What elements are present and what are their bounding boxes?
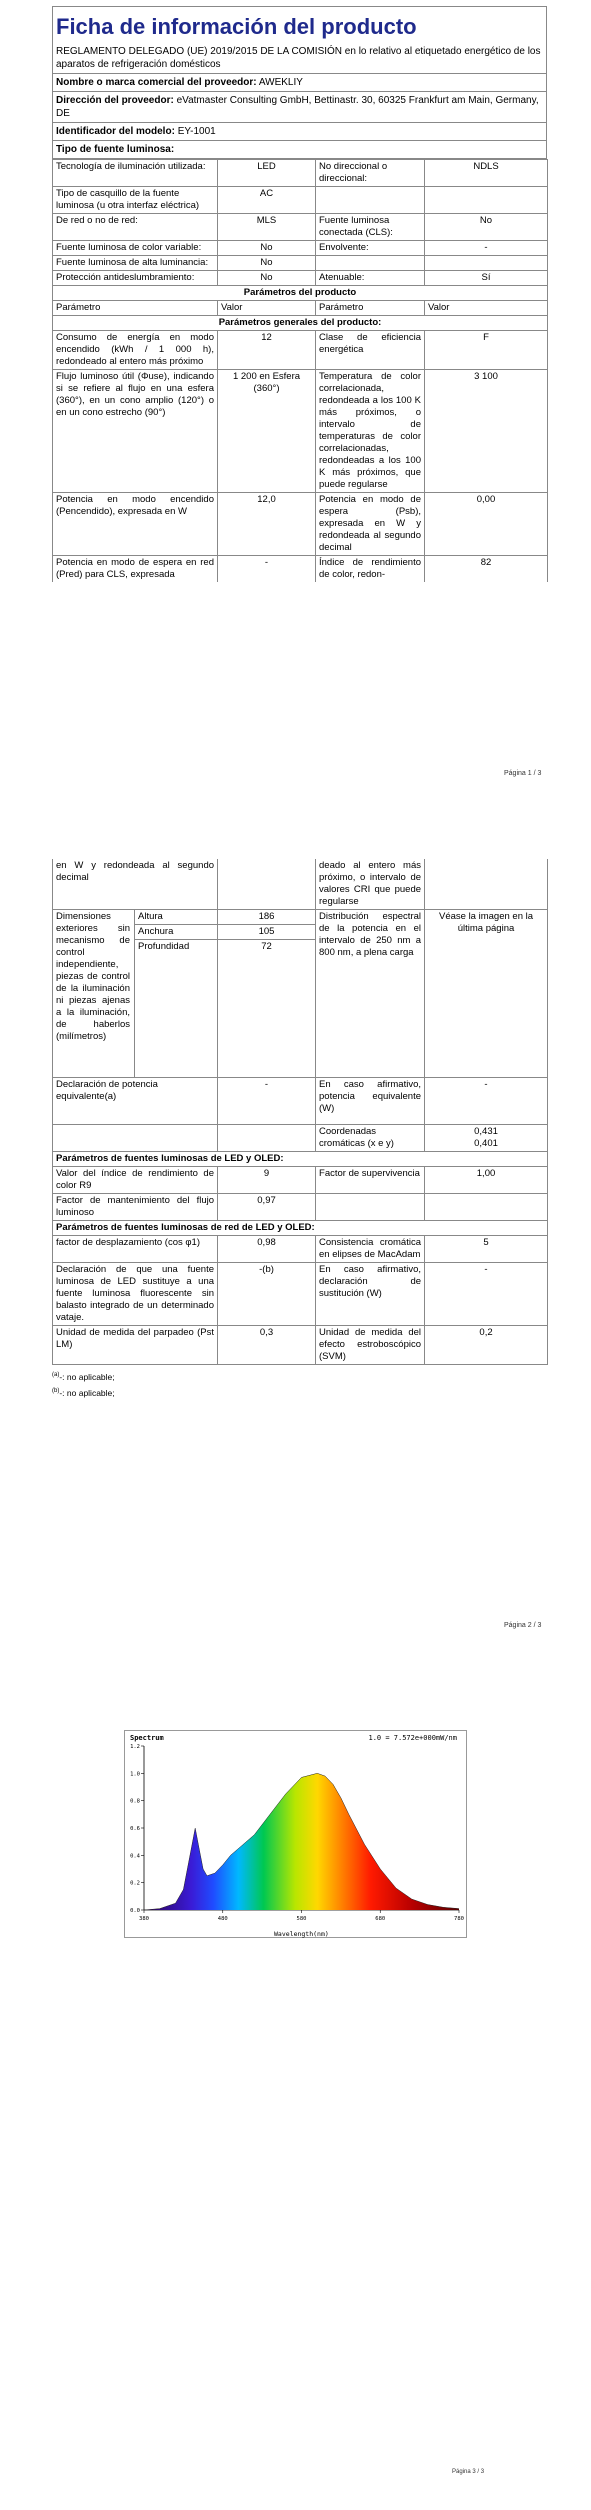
table-row: Unidad de medida del parpadeo (Pst LM) 0,3 Unidad de medida del efecto estroboscópico (SVM) 0,2 [53, 1326, 548, 1365]
chart-title: Spectrum [130, 1734, 164, 1742]
section-mains-params: Parámetros de fuentes luminosas de red de LED y OLED: [53, 1221, 548, 1236]
chart-scale-note: 1.0 = 7.572e+000mW/nm [368, 1734, 457, 1742]
page-3 [52, 1730, 547, 1938]
x-tick-label: 580 [296, 1916, 307, 1922]
model-label: Identificador del modelo: [56, 126, 175, 137]
x-tick-label: 380 [139, 1916, 149, 1922]
table-row: Fuente luminosa de color variable: No Envolvente: - [53, 241, 548, 256]
spd-label: Distribución espectral de la potencia en el intervalo de 250 nm a 800 nm, a plena carga [316, 910, 425, 1078]
table-row: Potencia en modo encendido (Pencendido), expresada en W 12,0 Potencia en modo de espera (Psb), expresada en W y redondeada al segundo decimal 0,00 [53, 493, 548, 556]
footnote-b: $^{(b)}$-: no aplicable; [52, 1387, 115, 1398]
section-product-params: Parámetros del producto [53, 286, 548, 301]
spectrum-svg [124, 1730, 467, 1938]
footnotes [52, 1367, 547, 1398]
section-general-params: Parámetros generales del producto: [53, 316, 548, 331]
page-number-2: Página 2 / 3 [504, 1622, 542, 1629]
table-row: Coordenadas cromáticas (x e y) 0,431 0,401 [53, 1125, 548, 1152]
dimensions-row: Dimensiones exteriores sin mecanismo de control independiente, piezas de control de la iluminación ni piezas ajenas a la iluminación, de haberlos (milímetros) Altura 186 Distribución espectral de la potencia en el intervalo de 250 nm a 800 nm, a plena carga Véase la imagen en la última página [53, 910, 548, 925]
source-type-header: Tipo de fuente luminosa: [52, 141, 547, 159]
table-row: Declaración de potencia equivalente(a) - En caso afirmativo, potencia equivalente (W) - [53, 1078, 548, 1125]
spec-table-page2 [52, 859, 548, 1365]
regulation-text: REGLAMENTO DELEGADO (UE) 2019/2015 DE LA COMISIÓN en lo relativo al etiquetado energético de los aparatos de refrigeración domésticos [52, 43, 547, 74]
supplier-name-label: Nombre o marca comercial del proveedor: [56, 77, 257, 88]
model-value: EY-1001 [177, 126, 216, 137]
spectrum-chart [124, 1730, 467, 1938]
table-row: Factor de mantenimiento del flujo luminoso 0,97 [53, 1194, 548, 1221]
y-tick-label: 0.8 [130, 1798, 140, 1805]
dimensions-row: Anchura 105 [53, 925, 548, 940]
y-tick-label: 0.2 [130, 1880, 140, 1887]
y-tick-label: 1.0 [130, 1771, 140, 1778]
dimensions-row: Profundidad 72 [53, 940, 548, 1078]
chart-x-label: Wavelength(nm) [274, 1930, 329, 1938]
supplier-address-row [52, 92, 547, 123]
table-row: Protección antideslumbramiento: No Atenuable: Sí [53, 271, 548, 286]
supplier-name-value: AWEKLIY [258, 77, 303, 88]
y-tick-label: 0.6 [130, 1826, 140, 1832]
y-tick-label: 0.4 [130, 1853, 140, 1860]
table-row: Tipo de casquillo de la fuente luminosa (u otra interfaz eléctrica) AC [53, 187, 548, 214]
table-row-split-bottom: en W y redondeada al segundo decimal deado al entero más próximo, o intervalo de valores CRI que puede regularse [53, 859, 548, 910]
table-row: Consumo de energía en modo encendido (kWh / 1 000 h), redondeado al entero más próximo 12 Clase de eficiencia energética F [53, 331, 548, 370]
page-1 [52, 6, 547, 582]
supplier-address-label: Dirección del proveedor: [56, 95, 174, 106]
page-number-3: Página 3 / 3 [452, 2469, 485, 2475]
table-row: Fuente luminosa de alta luminancia: No [53, 256, 548, 271]
x-tick-label: 480 [217, 1916, 228, 1922]
spec-table-page1 [52, 159, 548, 582]
table-row: Flujo luminoso útil (Φuse), indicando si se refiere al flujo en una esfera (360°), en un cono amplio (120°) o en un cono estrecho (90°) 1 200 en Esfera (360°) Temperatura de color correlacionada, redondeada a los 100 K más próximos, o intervalo de temperaturas de color correlacionadas, redondeadas a los 100 K más próximos, que puede regularse 3 100 [53, 370, 548, 493]
table-header-row: Parámetro Valor Parámetro Valor [53, 301, 548, 316]
y-tick-label: 0.0 [130, 1908, 140, 1914]
table-row: Valor del índice de rendimiento de color R9 9 Factor de supervivencia 1,00 [53, 1167, 548, 1194]
footnote-a: $^{(a)}$-: no aplicable; [52, 1371, 115, 1382]
dimensions-label: Dimensiones exteriores sin mecanismo de control independiente, piezas de control de la iluminación ni piezas ajenas a la iluminación, de haberlos (milímetros) [53, 910, 135, 1078]
section-led-params: Parámetros de fuentes luminosas de LED y OLED: [53, 1152, 548, 1167]
page-2 [52, 859, 547, 1398]
table-row-split-top: Potencia en modo de espera en red (Pred) para CLS, expresada - Índice de rendimiento de color, redon- 82 [53, 556, 548, 583]
supplier-name-row [52, 74, 547, 92]
supplier-address-value: eVatmaster Consulting GmbH, Bettinastr. 30, 60325 Frankfurt am Main, Germany, DE [56, 95, 539, 119]
document-title: Ficha de información del producto [52, 6, 547, 43]
spd-value: Véase la imagen en la última página [425, 910, 548, 1078]
page-number-1: Página 1 / 3 [504, 770, 542, 777]
table-row: De red o no de red: MLS Fuente luminosa conectada (CLS): No [53, 214, 548, 241]
x-tick-label: 680 [375, 1916, 386, 1922]
y-tick-label: 1.2 [130, 1744, 140, 1750]
table-row: Declaración de que una fuente luminosa de LED sustituye a una fuente luminosa fluorescente sin balasto integrado de un determinado vataje. -(b) En caso afirmativo, declaración de sustitución (W) - [53, 1263, 548, 1326]
x-tick-label: 780 [454, 1916, 464, 1922]
table-row: factor de desplazamiento (cos φ1) 0,98 Consistencia cromática en elipses de MacAdam 5 [53, 1236, 548, 1263]
model-row [52, 123, 547, 141]
table-row: Tecnología de iluminación utilizada: LED No direccional o direccional: NDLS [53, 160, 548, 187]
